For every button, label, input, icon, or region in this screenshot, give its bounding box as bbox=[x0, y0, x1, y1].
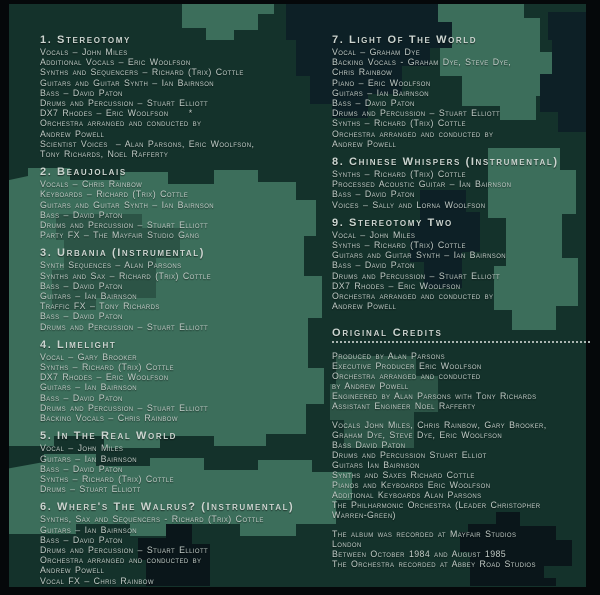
credit-line: Vocals – John Miles bbox=[40, 47, 128, 57]
credit-line: Vocals – Chris Rainbow bbox=[40, 179, 143, 190]
right-column bbox=[332, 34, 590, 569]
credit-line: Drums and Percussion – Stuart Elliott bbox=[332, 108, 501, 119]
credit-line: Warren-Green) bbox=[332, 510, 396, 521]
track-8-lines bbox=[332, 169, 590, 210]
credit-line: Scientist Voices – Alan Parsons, Eric Woolfson, bbox=[40, 138, 255, 149]
credit-line: Additional Vocals – Eric Woolfson bbox=[40, 57, 191, 68]
credit-line: Orchestra arranged and conducted by bbox=[332, 128, 494, 139]
credit-line: Party FX – The Mayfair Studio Gang bbox=[40, 230, 200, 241]
track-7-title: 7. Light Of The World bbox=[332, 34, 478, 46]
track-4-lines bbox=[40, 352, 332, 423]
credit-line: Backing Vocals - Graham Dye, Steve Dye, bbox=[332, 57, 512, 68]
track-7-lines bbox=[332, 47, 590, 149]
credit-line: Piano – Eric Woolfson bbox=[332, 77, 431, 88]
credit-line: DX7 Rhodes – Eric Woolfson bbox=[332, 280, 461, 291]
credit-line: Assistant Engineer Noel Rafferty bbox=[332, 401, 476, 412]
credit-line: DX7 Rhodes – Eric Woolfson bbox=[40, 372, 169, 383]
credit-line: London bbox=[332, 539, 362, 550]
credit-line: Bass David Paton bbox=[332, 440, 406, 451]
credit-line: Bass – David Paton bbox=[40, 209, 123, 220]
credit-line: Guitars – Ian Bairnson bbox=[332, 87, 430, 98]
recording-credits bbox=[332, 529, 590, 569]
credit-line: DX7 Rhodes – Eric Woolfson * bbox=[40, 108, 193, 119]
credit-line: Andrew Powell bbox=[40, 565, 105, 576]
credit-line: Vocal – Gary Brooker bbox=[40, 351, 137, 362]
credit-line: Synths and Sax – Richard (Trix) Cottle bbox=[40, 270, 211, 281]
track-1-credits bbox=[40, 34, 332, 159]
credit-line: Traffic FX – Tony Richards bbox=[40, 301, 160, 312]
credit-line: Guitars – Ian Bairnson bbox=[40, 382, 138, 393]
credit-line: Additional Keyboards Alan Parsons bbox=[332, 490, 482, 501]
credit-line: Guitars – Ian Bairnson bbox=[40, 453, 138, 464]
track-8-credits bbox=[332, 156, 590, 210]
track-6-lines bbox=[40, 514, 332, 585]
credit-line: Vocals John Miles, Chris Rainbow, Gary Brooker, bbox=[332, 420, 547, 431]
credit-line: Orchestra arranged and conducted by bbox=[40, 118, 202, 129]
credit-line: Synths – Richard (Trix) Cottle bbox=[332, 118, 466, 129]
credit-line: Bass – David Paton bbox=[332, 98, 415, 109]
track-8-title: 8. Chinese Whispers (Instrumental) bbox=[332, 156, 559, 169]
credit-line: Keyboards – Richard (Trix) Cottle bbox=[40, 189, 189, 200]
track-5-credits bbox=[40, 430, 332, 494]
credit-line: Synths, Sax and Sequencers - Richard (Trix) Cottle bbox=[40, 514, 264, 525]
track-6-credits bbox=[40, 501, 332, 585]
original-credits-heading: Original Credits bbox=[332, 327, 443, 340]
credit-line: Tony Richards, Noel Rafferty bbox=[40, 149, 169, 160]
credit-line: Voices – Sally and Lorna Woolfson bbox=[332, 199, 486, 210]
track-6-title: 6. Where's The Walrus? (Instrumental) bbox=[40, 501, 295, 514]
credit-line: Bass – David Paton bbox=[40, 311, 123, 322]
track-9-credits bbox=[332, 217, 590, 312]
credit-line: Andrew Powell bbox=[332, 138, 397, 149]
track-7-credits bbox=[332, 34, 590, 149]
credit-line: by Andrew Powell bbox=[332, 381, 409, 392]
credit-line: Orchestra arranged and conducted by bbox=[40, 555, 202, 566]
track-5-title: 5. In The Real World bbox=[40, 430, 178, 443]
credit-line: Synths – Richard (Trix) Cottle bbox=[332, 169, 466, 180]
credit-line: Backing Vocals – Chris Rainbow bbox=[40, 413, 178, 424]
credit-line: Drums and Percussion – Stuart Elliott bbox=[40, 321, 209, 332]
track-3-lines bbox=[40, 260, 332, 331]
credit-line: Produced by Alan Parsons bbox=[332, 351, 445, 362]
credit-line: Between October 1984 and August 1985 bbox=[332, 549, 507, 560]
credit-line: Synths and Saxes Richard Cottle bbox=[332, 470, 475, 481]
credit-line: The Orchestra recorded at Abbey Road Studios bbox=[332, 559, 536, 570]
credit-line: Synths – Richard (Trix) Cottle bbox=[40, 362, 174, 373]
credit-line: Drums and Percussion – Stuart Elliott bbox=[40, 98, 209, 109]
credit-line: Orchestra arranged and conducted by bbox=[332, 291, 494, 302]
track-1-lines bbox=[40, 47, 332, 159]
credit-line: Drums and Percussion Stuart Elliot bbox=[332, 450, 487, 461]
credit-line: Vocal – John Miles bbox=[40, 443, 124, 454]
credit-line: Drums and Percussion – Stuart Elliott bbox=[332, 270, 501, 281]
credit-line: Processed Acoustic Guitar – Ian Bairnson bbox=[332, 179, 512, 190]
credit-line: Guitars – Ian Bairnson bbox=[40, 524, 138, 535]
credit-line: Drums and Percussion – Stuart Elliott bbox=[40, 220, 209, 231]
dotted-rule bbox=[332, 341, 590, 343]
credit-line: Graham Dye, Steve Dye, Eric Woolfson bbox=[332, 430, 503, 441]
credit-line: Guitars and Guitar Synth – Ian Bairnson bbox=[40, 77, 215, 88]
credit-line: Drums and Percussion – Stuart Elliott bbox=[40, 402, 209, 413]
credit-line: Bass – David Paton bbox=[332, 260, 415, 271]
credit-line: Bass – David Paton bbox=[40, 463, 123, 474]
credit-line: Guitars Ian Bairnson bbox=[332, 460, 420, 471]
credit-line: Andrew Powell bbox=[40, 128, 105, 139]
production-credits bbox=[332, 351, 590, 411]
track-2-credits bbox=[40, 166, 332, 240]
credit-line: Pianos and Keyboards Eric Woolfson bbox=[332, 480, 491, 491]
credit-line: Synths and Sequencers – Richard (Trix) Cottle bbox=[40, 67, 244, 78]
track-1-title: 1. Stereotomy bbox=[40, 34, 131, 46]
track-9-title: 9. Stereotomy Two bbox=[332, 216, 453, 229]
credit-line: Engineered by Alan Parsons with Tony Richards bbox=[332, 391, 537, 402]
track-5-lines bbox=[40, 443, 332, 494]
credit-line: Bass – David Paton bbox=[40, 87, 123, 98]
track-4-title: 4. Limelight bbox=[40, 338, 117, 351]
credit-line: Vocal – John Miles bbox=[332, 229, 416, 240]
credit-line: Vocal – Graham Dye bbox=[332, 47, 421, 57]
credit-line: Vocal FX – Chris Rainbow bbox=[40, 575, 154, 586]
track-4-credits bbox=[40, 339, 332, 423]
credit-line: Andrew Powell bbox=[332, 301, 397, 312]
credit-line: Guitars and Guitar Synth – Ian Bairnson bbox=[40, 199, 215, 210]
credit-line: Bass – David Paton bbox=[40, 392, 123, 403]
credit-line: Bass – David Paton bbox=[40, 280, 123, 291]
credit-line: Guitars and Guitar Synth – Ian Bairnson bbox=[332, 250, 507, 261]
original-credits-section bbox=[332, 327, 590, 569]
credit-line: Bass – David Paton bbox=[332, 189, 415, 200]
credit-line: Synth Sequences – Alan Parsons bbox=[40, 260, 182, 271]
credit-line: Drums and Percussion – Stuart Elliott bbox=[40, 544, 209, 555]
track-2-title: 2. Beaujolais bbox=[40, 166, 127, 179]
credit-line: Chris Rainbow bbox=[332, 67, 393, 78]
track-2-lines bbox=[40, 179, 332, 240]
credit-line: Bass – David Paton bbox=[40, 534, 123, 545]
credit-line: Orchestra arranged and conducted bbox=[332, 371, 481, 382]
track-3-credits bbox=[40, 247, 332, 331]
left-column bbox=[40, 34, 332, 593]
track-9-lines bbox=[332, 230, 590, 312]
credit-line: Drums – Stuart Elliott bbox=[40, 484, 141, 495]
performer-credits bbox=[332, 420, 590, 520]
credit-line: Synths – Richard (Trix) Cottle bbox=[40, 473, 174, 484]
credit-line: Synths – Richard (Trix) Cottle bbox=[332, 240, 466, 251]
track-3-title: 3. Urbania (Instrumental) bbox=[40, 247, 206, 260]
credit-line: Guitars – Ian Bairnson bbox=[40, 291, 138, 302]
credit-line: Executive Producer Eric Woolfson bbox=[332, 361, 482, 372]
credit-line: The Philharmonic Orchestra (Leader Christopher bbox=[332, 500, 541, 511]
credit-line: The album was recorded at Mayfair Studios bbox=[332, 529, 517, 540]
